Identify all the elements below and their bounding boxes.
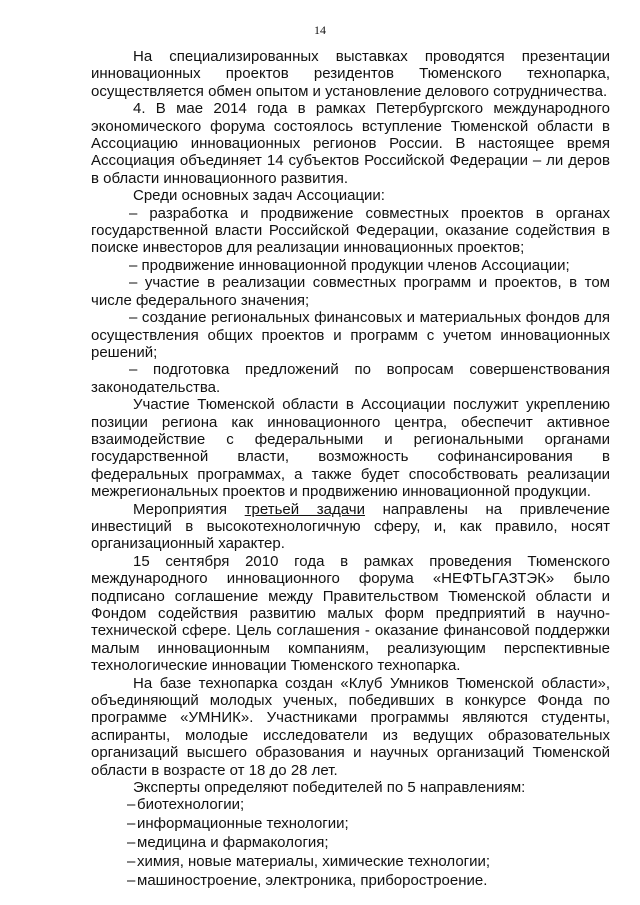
third-task-underlined: третьей задачи <box>244 500 365 518</box>
direction-item <box>91 834 610 851</box>
direction-item <box>91 872 610 889</box>
paragraph-club: На базе технопарка создан «Клуб Умников Тюменской области», объединяющий молодых ученых, победивших в конкурсе Фонда по программе «УМНИК». Участниками программы являются студенты, аспиранты, молодые исследователи из ведущих образовательных организаций высшего образования и научных организаций Тюменской области в возрасте от 18 до 28 лет. <box>91 674 610 779</box>
paragraph-experts: Эксперты определяют победителей по 5 направлениям: <box>133 779 526 797</box>
direction-label: химия, новые материалы, химические технологии; <box>137 853 491 871</box>
document-body <box>91 48 610 891</box>
task-item: – разработка и продвижение совместных проектов в органах государственной власти Российской Федерации, оказание содействия в поиске инвесторов для реализации инновационных проектов; <box>91 204 610 257</box>
task-item: – подготовка предложений по вопросам совершенствования законодательства. <box>91 361 610 396</box>
dash-marker: – <box>127 872 136 890</box>
direction-label: медицина и фармакология; <box>137 834 329 852</box>
dash-marker: – <box>127 853 136 871</box>
direction-item <box>91 796 610 813</box>
task-item: – продвижение инновационной продукции членов Ассоциации; <box>129 256 570 274</box>
paragraph-third-task <box>91 501 610 553</box>
paragraph-third-task-lead: Мероприятия <box>133 500 245 518</box>
dash-marker: – <box>127 796 136 814</box>
paragraph-third-task-rest: направлены на привлечение инвестиций в высокотехнологичную сферу, и, как правило, носят организационный характер. <box>91 500 611 553</box>
task-item: – участие в реализации совместных программ и проектов, в том числе федерального значения; <box>91 274 610 309</box>
page-number: 14 <box>314 23 326 37</box>
directions-list <box>91 796 610 889</box>
direction-item <box>91 853 610 870</box>
task-item: – создание региональных финансовых и материальных фондов для осуществления общих проектов и программ с учетом инновационных решений; <box>91 309 610 361</box>
dash-marker: – <box>127 834 136 852</box>
paragraph-association-entry: 4. В мае 2014 года в рамках Петербургского международного экономического форума состоялось вступление Тюменской области в Ассоциацию инновационных регионов России. В настоящее время Ассоциация объединяет 14 субъектов Российской Федерации – ли деров в области инновационного развития. <box>91 100 610 187</box>
paragraph-agreement: 15 сентября 2010 года в рамках проведения Тюменского международного инновационного форума «НЕФТЬГАЗТЭК» было подписано соглашение между Правительством Тюменской области и Фондом содействия развитию малых форм предприятий в научно-технической сфере. Цель соглашения - оказание финансовой поддержки малым инновационным компаниям, реализующим перспективные технологические инновации Тюменского технопарка. <box>91 552 610 675</box>
paragraph-tasks-intro: Среди основных задач Ассоциации: <box>133 187 385 205</box>
direction-label: информационные технологии; <box>137 815 349 833</box>
direction-label: машиностроение, электроника, приборостроение. <box>137 872 488 890</box>
dash-marker: – <box>127 815 136 833</box>
direction-label: биотехнологии; <box>137 796 245 814</box>
direction-item <box>91 815 610 832</box>
paragraph-participation: Участие Тюменской области в Ассоциации послужит укреплению позиции региона как инновационного центра, обеспечит активное взаимодействие с федеральными и региональными органами государственной власти, возможность софинансирования в федеральных программах, а также будет способствовать реализации межрегиональных проектов и продвижению инновационной продукции. <box>91 396 610 501</box>
paragraph-exhibitions: На специализированных выставках проводятся презентации инновационных проектов резидентов Тюменского технопарка, осуществляется обмен опытом и установление делового сотрудничества. <box>91 48 610 100</box>
